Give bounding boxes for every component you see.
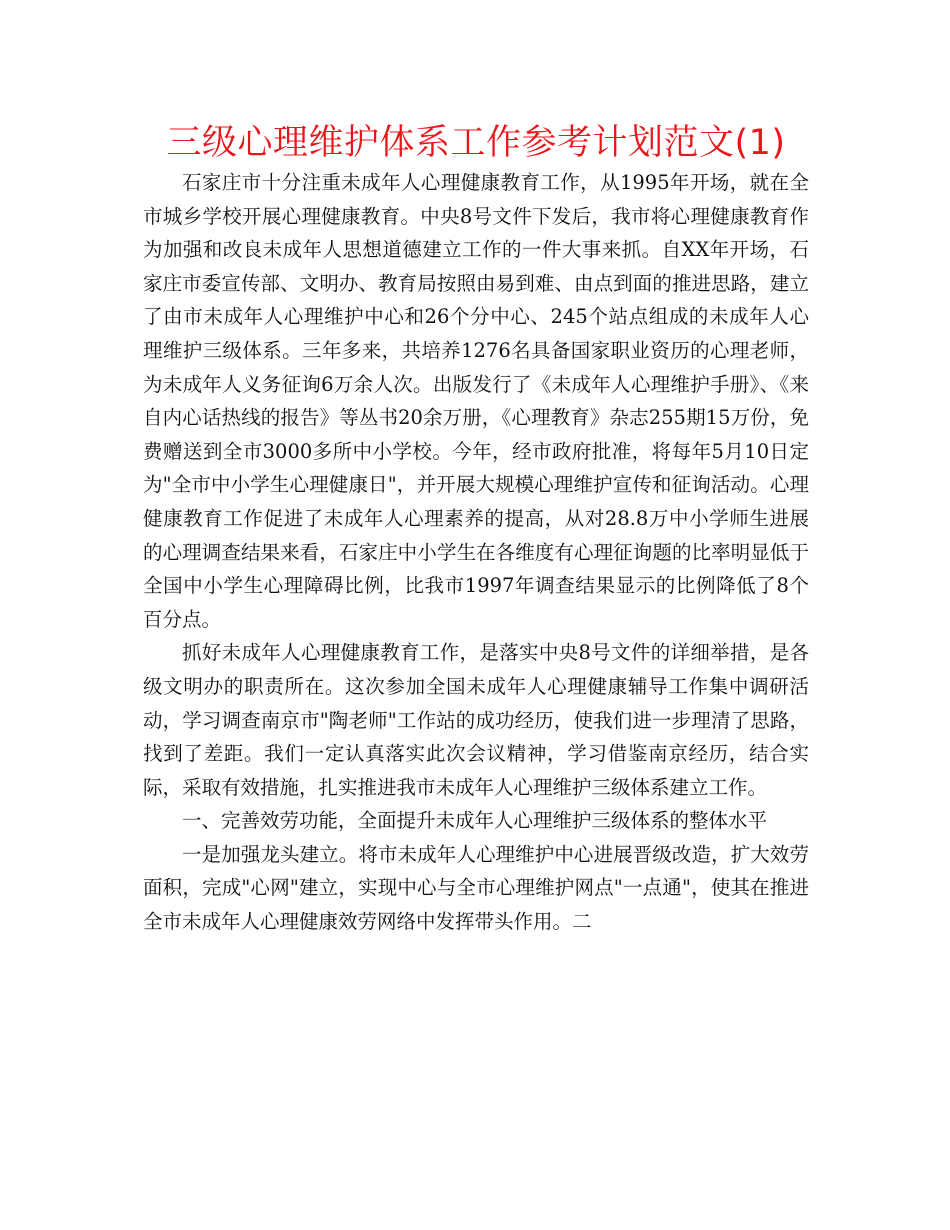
paragraph-1: 石家庄市十分注重未成年人心理健康教育工作，从1995年开场，就在全市城乡学校开展心理健康教育。中央8号文件下发后，我市将心理健康教育作为加强和改良未成年人思想道德建立工作的一件大事来抓。自XX年开场，石家庄市委宣传部、文明办、教育局按照由易到难、由点到面的推进思路，建立了由市未成年人心理维护中心和26个分中心、245个站点组成的未成年人心理维护三级体系。三年多来，共培养1276名具备国家职业资历的心理老师，为未成年人义务征询6万余人次。出版发行了《未成年人心理维护手册》、《来自内心话热线的报告》等丛书20余万册，《心理教育》杂志255期15万份，免费赠送到全市3000多所中小学校。今年，经市政府批准，将每年5月10日定为"全市中小学生心理健康日"，并开展大规模心理维护宣传和征询活动。心理健康教育工作促进了未成年人心理素养的提高，从对28.8万中小学师生进展的心理调查结果来看，石家庄中小学生在各维度有心理征询题的比率明显低于全国中小学生心理障碍比例，比我市1997年调查结果显示的比例降低了8个百分点。 (143, 171, 809, 631)
paragraph-2: 抓好未成年人心理健康教育工作，是落实中央8号文件的详细举措，是各级文明办的职责所在。这次参加全国未成年人心理健康辅导工作集中调研活动，学习调查南京市"陶老师"工作站的成功经历，使我们进一步理清了思路，找到了差距。我们一定认真落实此次会议精神，学习借鉴南京经历，结合实际，采取有效措施，扎实推进我市未成年人心理维护三级体系建立工作。 (143, 641, 809, 799)
document-page (143, 120, 809, 939)
section-heading-1: 一、完善效劳功能，全面提升未成年人心理维护三级体系的整体水平 (182, 809, 768, 833)
document-title: 三级心理维护体系工作参考计划范文(1) (166, 123, 786, 163)
paragraph-3: 一是加强龙头建立。将市未成年人心理维护中心进展晋级改造，扩大效劳面积，完成"心网"建立，实现中心与全市心理维护网点"一点通"，使其在推进全市未成年人心理健康效劳网络中发挥带头作用。二 (143, 842, 809, 934)
